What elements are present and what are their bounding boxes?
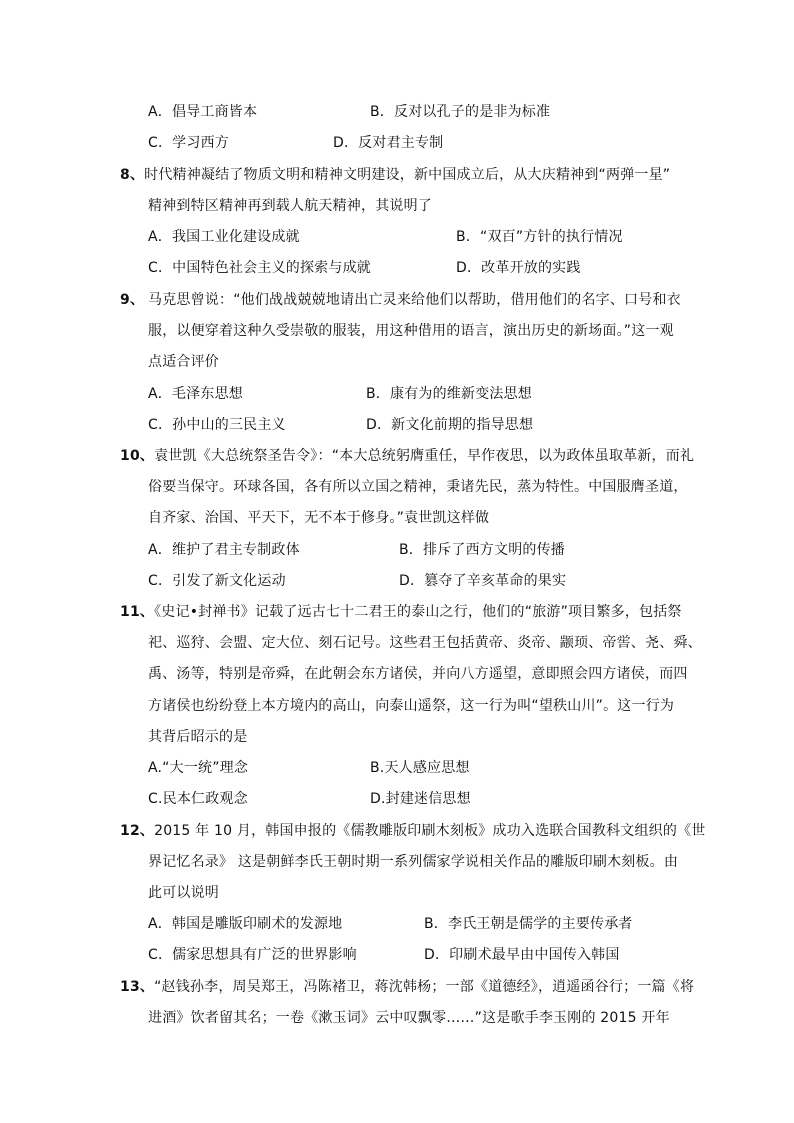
question-stem-line: 点适合评价 bbox=[148, 354, 219, 370]
question-stem-line: 袁世凯《大总统祭圣告令》：“本大总统躬膺重任，早作夜思，以为政体虽取革新，而礼 bbox=[154, 448, 695, 464]
question-11 bbox=[120, 602, 682, 622]
question-stem-line: 2015 年 10 月，韩国申报的《儒教雕版印刷木刻板》成功入选联合国教科文组织的《世 bbox=[154, 823, 706, 839]
question-stem-line: “赵钱孙李，周吴郑王，冯陈褚卫，蒋沈韩杨；一部《道德经》，逍遥函谷行；一篇《将 bbox=[154, 979, 695, 995]
q9-option-c: C．孙中山的三民主义 bbox=[148, 417, 286, 433]
q8-option-a: A．我国工业化建设成就 bbox=[148, 229, 300, 245]
question-stem-line: 此可以说明 bbox=[148, 885, 219, 901]
question-13 bbox=[120, 977, 694, 997]
question-stem-line: 界记忆名录》 这是朝鲜李氏王朝时期一系列儒家学说相关作品的雕版印刷木刻板。由 bbox=[148, 854, 679, 870]
q12-option-d: D．印刷术最早由中国传入韩国 bbox=[424, 947, 620, 963]
q11-option-d: D.封建迷信思想 bbox=[370, 791, 471, 807]
q9-option-b: B．康有为的维新变法思想 bbox=[366, 386, 533, 402]
question-stem-line: 进酒》饮者留其名；一卷《漱玉词》云中叹飘零……”这是歌手李玉刚的 2015 开年 bbox=[148, 1010, 670, 1026]
q11-option-c: C.民本仁政观念 bbox=[148, 791, 248, 807]
question-stem-line: 方诸侯也纷纷登上本方境内的高山，向泰山遥祭，这一行为叫“望秩山川”。这一行为 bbox=[148, 698, 675, 714]
q8-option-b: B．“双百”方针的执行情况 bbox=[456, 229, 623, 245]
question-stem-line: 马克思曾说：“他们战战兢兢地请出亡灵来给他们以帮助，借用他们的名字、口号和衣 bbox=[148, 292, 681, 308]
q7-option-c: C．学习西方 bbox=[148, 135, 229, 151]
question-8 bbox=[120, 165, 670, 185]
question-10 bbox=[120, 446, 694, 466]
question-stem-line: 精神到特区精神再到载人航天精神，其说明了 bbox=[148, 198, 432, 214]
question-stem-line: 《史记•封禅书》记载了远古七十二君王的泰山之行，他们的“旅游”项目繁多，包括祭 bbox=[154, 604, 682, 620]
q12-option-c: C．儒家思想具有广泛的世界影响 bbox=[148, 947, 357, 963]
question-number: 9、 bbox=[120, 292, 145, 308]
q9-option-a: A．毛泽东思想 bbox=[148, 386, 243, 402]
q9-option-d: D．新文化前期的指导思想 bbox=[366, 417, 534, 433]
q10-option-d: D．篡夺了辛亥革命的果实 bbox=[399, 573, 567, 589]
question-number: 12、 bbox=[120, 823, 155, 839]
q7-option-d: D．反对君主专制 bbox=[333, 135, 444, 151]
q12-option-b: B．李氏王朝是儒学的主要传承者 bbox=[424, 916, 633, 932]
question-number: 11、 bbox=[120, 604, 155, 620]
question-stem-line: 禹、汤等，特别是帝舜，在此朝会东方诸侯，并向八方遥望，意即照会四方诸侯，而四 bbox=[148, 666, 688, 682]
q8-option-d: D．改革开放的实践 bbox=[456, 260, 581, 276]
q8-option-c: C．中国特色社会主义的探索与成就 bbox=[148, 260, 371, 276]
question-stem-line: 时代精神凝结了物质文明和精神文明建设，新中国成立后，从大庆精神到“两弹一星” bbox=[144, 167, 671, 183]
question-stem-line: 自齐家、治国、平天下，无不本于修身。”袁世凯这样做 bbox=[148, 510, 490, 526]
question-12 bbox=[120, 821, 706, 841]
q10-option-a: A．维护了君主专制政体 bbox=[148, 542, 300, 558]
question-9 bbox=[120, 290, 681, 310]
q7-option-b: B．反对以孔子的是非为标准 bbox=[370, 104, 551, 120]
question-number: 8、 bbox=[120, 167, 145, 183]
question-stem-line: 祀、巡狩、会盟、定大位、刻石记号。这些君王包括黄帝、炎帝、颛顼、帝喾、尧、舜、 bbox=[148, 635, 702, 651]
q11-option-b: B.天人感应思想 bbox=[370, 760, 470, 776]
question-number: 13、 bbox=[120, 979, 155, 995]
q11-option-a: A.“大一统”理念 bbox=[148, 760, 249, 776]
question-stem-line: 俗要当保守。环球各国，各有所以立国之精神，秉诸先民，蒸为特性。中国服膺圣道， bbox=[148, 479, 688, 495]
question-number: 10、 bbox=[120, 448, 155, 464]
question-stem-line: 服，以便穿着这种久受崇敬的服装，用这种借用的语言，演出历史的新场面。”这一观 bbox=[148, 323, 674, 339]
q12-option-a: A．韩国是雕版印刷术的发源地 bbox=[148, 916, 343, 932]
question-stem-line: 其背后昭示的是 bbox=[148, 729, 248, 745]
q10-option-c: C．引发了新文化运动 bbox=[148, 573, 286, 589]
q7-option-a: A．倡导工商皆本 bbox=[148, 104, 258, 120]
q10-option-b: B．排斥了西方文明的传播 bbox=[399, 542, 566, 558]
